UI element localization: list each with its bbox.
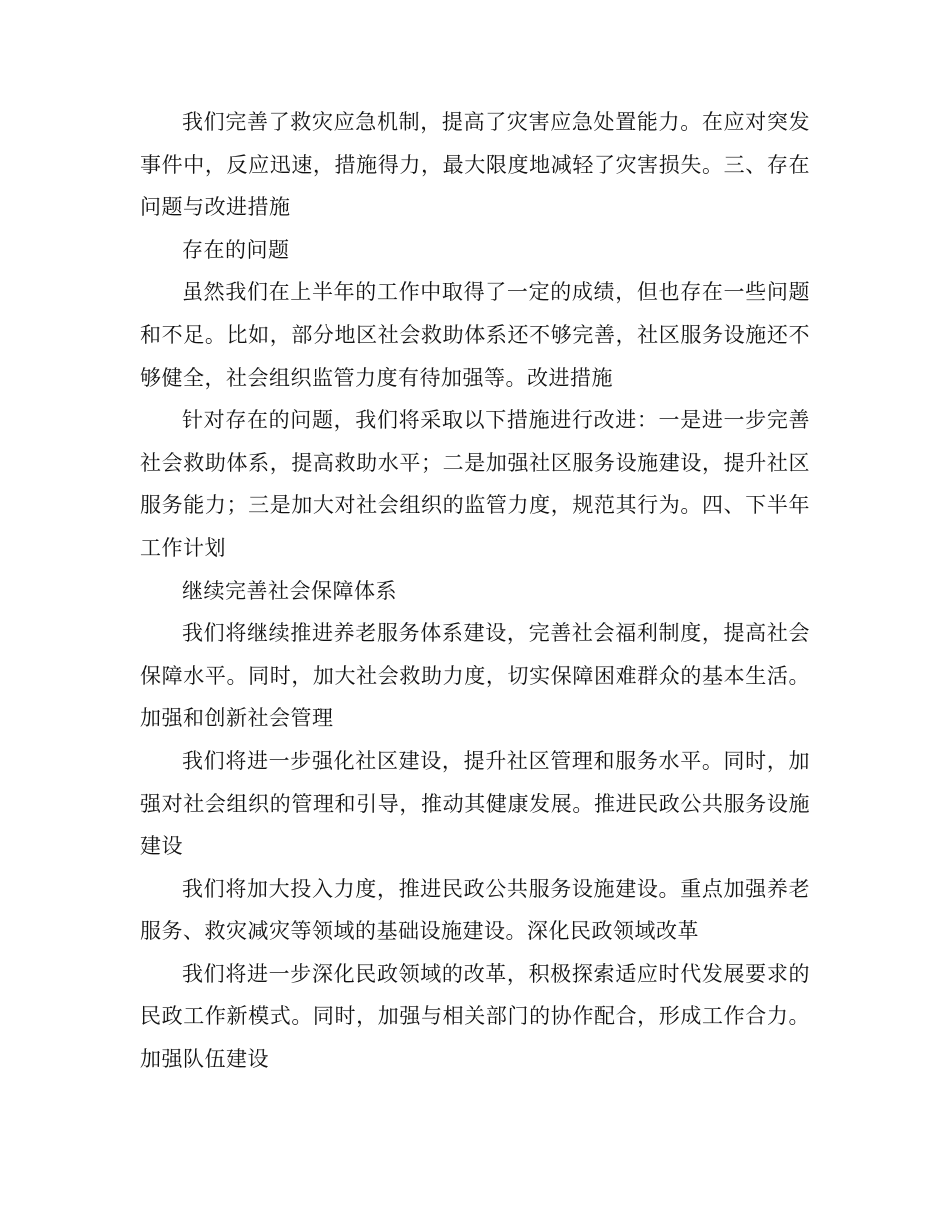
- document-page: [140, 101, 810, 1081]
- paragraph-reform: 我们将进一步深化民政领域的改革，积极探索适应时代发展要求的民政工作新模式。同时，加强与相关部门的协作配合，形成工作合力。加强队伍建设: [140, 961, 810, 1072]
- subheading-social-security: 继续完善社会保障体系: [182, 578, 397, 603]
- paragraph-problems: 虽然我们在上半年的工作中取得了一定的成绩，但也存在一些问题和不足。比如，部分地区社会救助体系还不够完善，社区服务设施还不够健全，社会组织监管力度有待加强等。改进措施: [140, 280, 810, 390]
- paragraph-disaster-response: 我们完善了救灾应急机制，提高了灾害应急处置能力。在应对突发事件中，反应迅速，措施得力，最大限度地减轻了灾害损失。三、存在问题与改进措施: [140, 110, 810, 220]
- subheading-existing-problems: 存在的问题: [182, 237, 290, 262]
- paragraph-public-facilities: 我们将加大投入力度，推进民政公共服务设施建设。重点加强养老服务、救灾减灾等领域的基础设施建设。深化民政领域改革: [140, 876, 810, 944]
- paragraph-social-management: 我们将进一步强化社区建设，提升社区管理和服务水平。同时，加强对社会组织的管理和引导，推动其健康发展。推进民政公共服务设施建设: [140, 748, 810, 859]
- paragraph-improvement-measures: 针对存在的问题，我们将采取以下措施进行改进：一是进一步完善社会救助体系，提高救助水平；二是加强社区服务设施建设，提升社区服务能力；三是加大对社会组织的监管力度，规范其行为。四、下半年工作计划: [140, 408, 810, 560]
- paragraph-social-security: 我们将继续推进养老服务体系建设，完善社会福利制度，提高社会保障水平。同时，加大社会救助力度，切实保障困难群众的基本生活。加强和创新社会管理: [140, 621, 810, 731]
